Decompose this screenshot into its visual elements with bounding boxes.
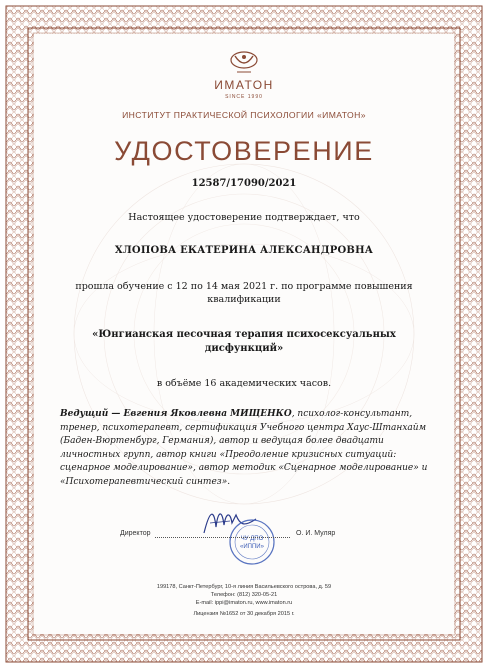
footer-phone: Телефон: (812) 320-05-21 xyxy=(210,592,278,598)
footer-address: 199178, Санкт-Петербург, 10-я линия Васильевского острова, д. 59 xyxy=(156,584,332,590)
director-label: Директор xyxy=(120,530,151,537)
signature-line xyxy=(155,537,290,538)
lead-details: , психолог-консультант, тренер, психотерапевт, сертификация Учебного центра Хаус-Штанхайм (Баден-Вюртенбург, Германия), автор и ведущая более двадцати личностных групп, автор книги «Преодоление кризисных ситуаций: сценарное моделирование», автор методик «Сценарное моделирование» и «Психотерапевтический синтез». xyxy=(60,409,428,487)
confirm-text: Настоящее удостоверение подтверждает, что xyxy=(128,212,360,223)
director-name: О. И. Муляр xyxy=(296,530,336,537)
institute-name: ИНСТИТУТ ПРАКТИЧЕСКОЙ ПСИХОЛОГИИ «ИМАТОН» xyxy=(122,110,366,120)
stamp-line-2: «ИППИ» xyxy=(240,544,264,550)
program-title: «Юнгианская песочная терапия психосексуальных дисфункций» xyxy=(92,329,396,354)
hours-text: в объёме 16 академических часов. xyxy=(156,378,332,389)
footer-contacts: E-mail: ippi@imaton.ru, www.imaton.ru xyxy=(195,600,293,606)
recipient-name: ХЛОПОВА ЕКАТЕРИНА АЛЕКСАНДРОВНА xyxy=(114,245,374,256)
logo-name: ИМАТОН xyxy=(214,78,274,92)
lead-description xyxy=(60,408,430,489)
training-text: прошла обучение с 12 по 14 мая 2021 г. по программе повышения квалификации xyxy=(75,281,413,305)
imaton-logo-icon xyxy=(229,50,259,76)
certificate-title: УДОСТОВЕРЕНИЕ xyxy=(114,136,374,166)
official-stamp xyxy=(228,518,276,566)
footer-license: Лицензия №1652 от 30 декабря 2015 г. xyxy=(193,611,295,617)
lead-name: Ведущий — Евгения Яковлевна МИЩЕНКО xyxy=(60,409,292,419)
stamp-line-1: ЧУ ДПО xyxy=(240,536,264,542)
certificate-number: 12587/17090/2021 xyxy=(191,178,297,189)
logo-since: SINCE 1990 xyxy=(225,94,263,100)
